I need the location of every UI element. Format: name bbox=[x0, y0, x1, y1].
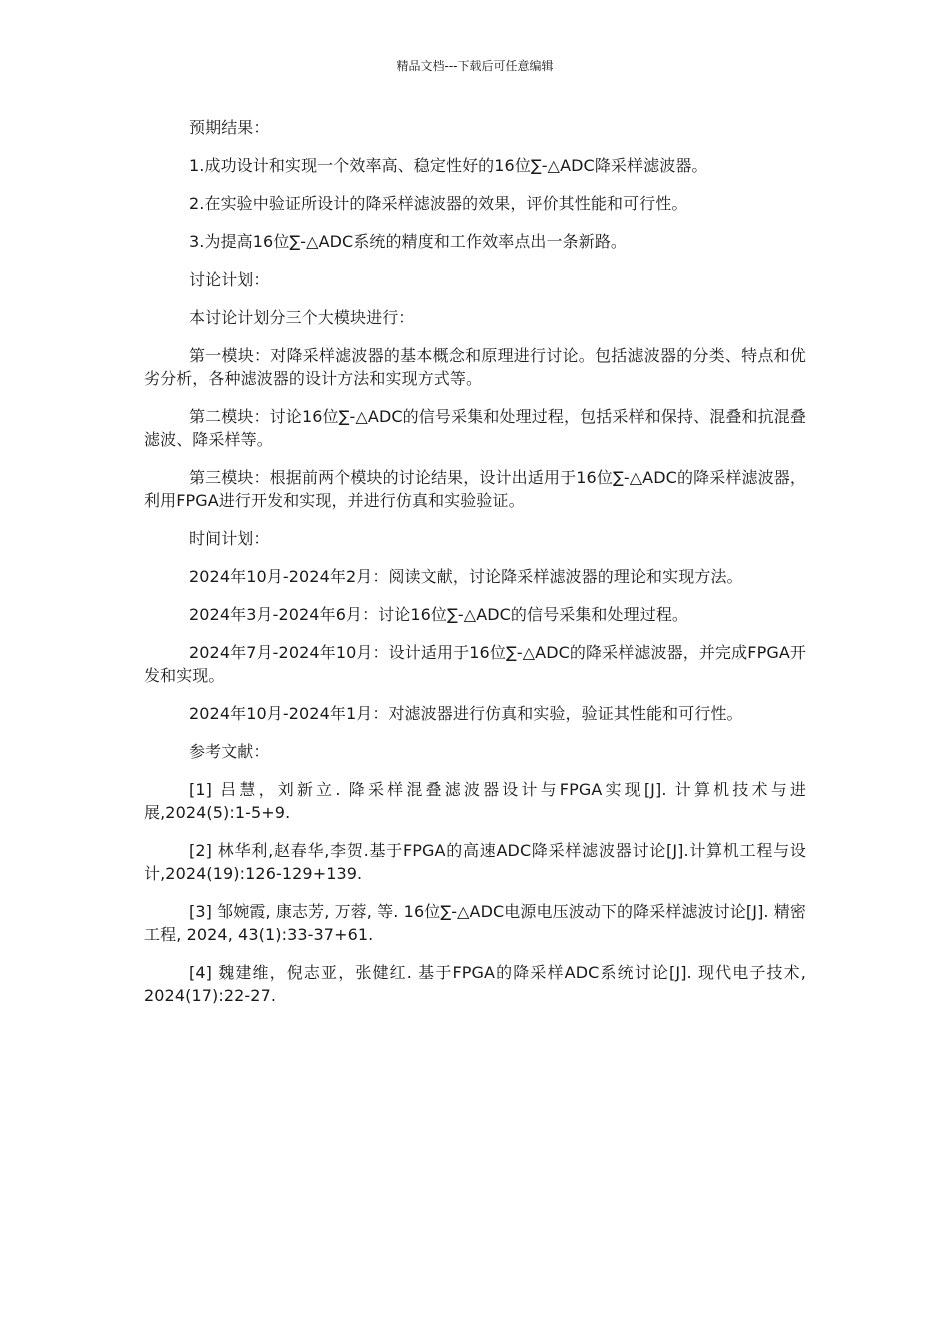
reference-3: [3] 邹婉霞, 康志芳, 万蓉, 等. 16位∑-△ADC电源电压波动下的降采样滤波讨论[J]. 精密工程, 2024, 43(1):33-37+61. bbox=[144, 902, 806, 944]
page-header: 精品文档---下载后可任意编辑 bbox=[396, 59, 554, 73]
schedule-item-4: 2024年10月-2024年1月：对滤波器进行仿真和实验，验证其性能和可行性。 bbox=[189, 704, 743, 723]
module-1: 第一模块：对降采样滤波器的基本概念和原理进行讨论。包括滤波器的分类、特点和优劣分析，各种滤波器的设计方法和实现方式等。 bbox=[144, 346, 806, 388]
heading-references: 参考文献： bbox=[189, 742, 270, 761]
module-2: 第二模块：讨论16位∑-△ADC的信号采集和处理过程，包括采样和保持、混叠和抗混叠滤波、降采样等。 bbox=[144, 407, 806, 449]
result-item-1: 1.成功设计和实现一个效率高、稳定性好的16位∑-△ADC降采样滤波器。 bbox=[189, 156, 708, 175]
module-3: 第三模块：根据前两个模块的讨论结果，设计出适用于16位∑-△ADC的降采样滤波器，利用FPGA进行开发和实现，并进行仿真和实验验证。 bbox=[144, 468, 806, 510]
reference-4: [4] 魏建维，倪志亚，张健红. 基于FPGA的降采样ADC系统讨论[J]. 现代电子技术, 2024(17):22-27. bbox=[144, 963, 806, 1005]
result-item-2: 2.在实验中验证所设计的降采样滤波器的效果，评价其性能和可行性。 bbox=[189, 194, 688, 213]
document-body bbox=[144, 116, 806, 1022]
reference-2: [2] 林华利,赵春华,李贺.基于FPGA的高速ADC降采样滤波器讨论[J].计算机工程与设计,2024(19):126-129+139. bbox=[144, 841, 806, 883]
heading-discussion-plan: 讨论计划： bbox=[189, 270, 270, 289]
result-item-3: 3.为提高16位∑-△ADC系统的精度和工作效率点出一条新路。 bbox=[189, 232, 628, 251]
reference-1: [1] 吕慧，刘新立. 降采样混叠滤波器设计与FPGA实现[J]. 计算机技术与进展,2024(5):1-5+9. bbox=[144, 780, 806, 822]
schedule-item-3: 2024年7月-2024年10月：设计适用于16位∑-△ADC的降采样滤波器，并完成FPGA开发和实现。 bbox=[144, 643, 806, 685]
schedule-item-1: 2024年10月-2024年2月：阅读文献，讨论降采样滤波器的理论和实现方法。 bbox=[189, 567, 743, 586]
heading-schedule: 时间计划： bbox=[189, 529, 270, 548]
plan-intro: 本讨论计划分三个大模块进行： bbox=[189, 308, 415, 327]
heading-expected-results: 预期结果： bbox=[189, 118, 270, 137]
schedule-item-2: 2024年3月-2024年6月：讨论16位∑-△ADC的信号采集和处理过程。 bbox=[189, 605, 689, 624]
